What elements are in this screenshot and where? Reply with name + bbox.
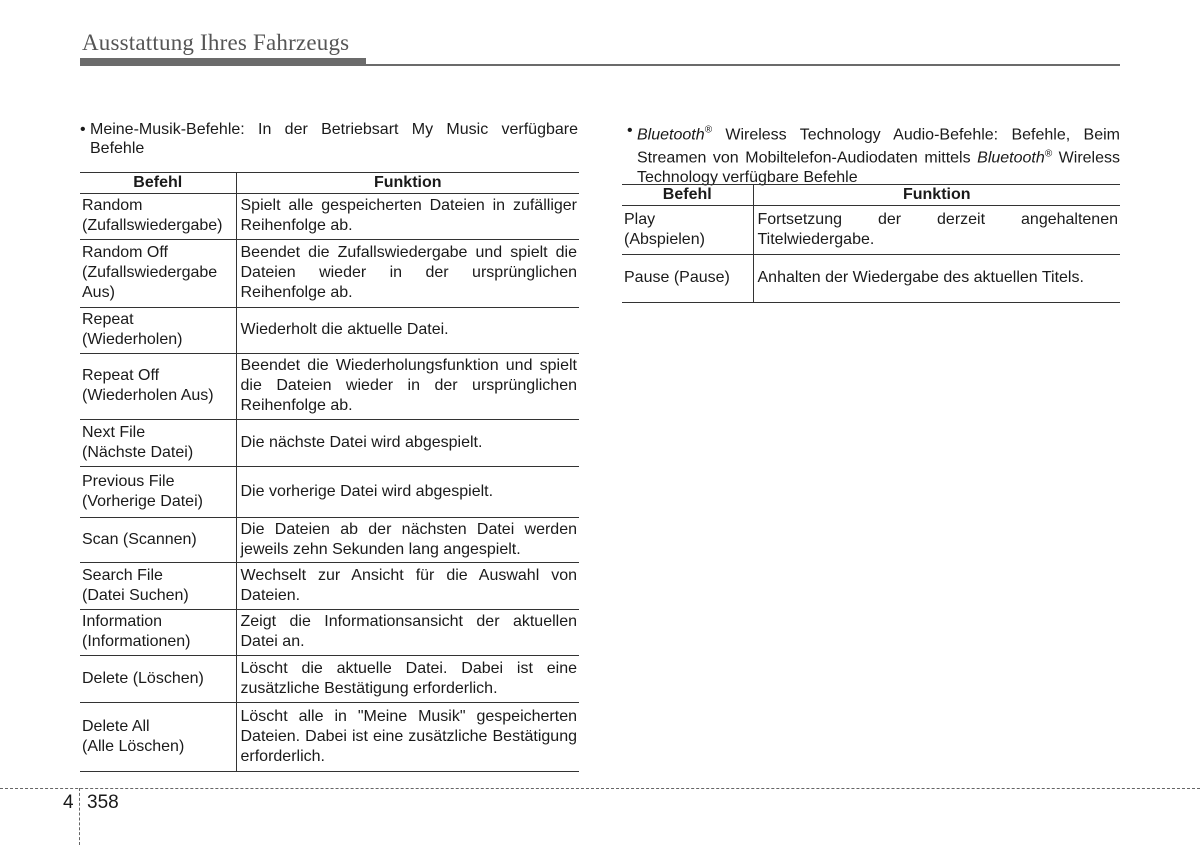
- command-line: Pause (Pause): [624, 269, 730, 286]
- table-header-row: [622, 185, 1120, 206]
- command-cell: [80, 518, 236, 563]
- command-line: (Wiederholen Aus): [82, 387, 214, 404]
- table-row: [80, 656, 579, 703]
- command-line: (Informationen): [82, 633, 191, 650]
- command-line: Delete All: [82, 717, 150, 735]
- left-intro: [80, 120, 578, 158]
- command-cell: [80, 656, 236, 703]
- command-line: Next File: [82, 423, 146, 441]
- function-cell: Zeigt die Informationsansicht der aktuellen Datei an.: [236, 610, 579, 656]
- command-line: Scan (Scannen): [82, 530, 197, 548]
- command-line: (Alle Löschen): [82, 737, 185, 755]
- command-line: (Wiederholen): [82, 331, 183, 348]
- command-cell: [80, 354, 236, 420]
- command-line: Search File: [82, 566, 163, 584]
- function-cell: Wiederholt die aktuelle Datei.: [236, 308, 579, 354]
- right-intro: [627, 121, 1120, 187]
- command-cell: [80, 240, 236, 308]
- table-row: [622, 255, 1120, 303]
- table-row: [80, 354, 579, 420]
- table-row: [80, 610, 579, 656]
- function-cell: Anhalten der Wiedergabe des aktuellen Titels.: [753, 255, 1120, 303]
- command-line: (Zufallswiedergabe: [82, 264, 218, 281]
- table-row: [622, 206, 1120, 255]
- command-cell: [80, 194, 236, 240]
- command-line: Repeat Off: [82, 367, 160, 384]
- page-header-title: Ausstattung Ihres Fahrzeugs: [82, 30, 350, 55]
- table-header-row: [80, 173, 579, 194]
- function-cell: Löscht die aktuelle Datei. Dabei ist eine zusätzliche Bestätigung erforderlich.: [236, 656, 579, 703]
- bluetooth-audio-commands-table: [622, 184, 1120, 303]
- left-intro-text: Meine-Musik-Befehle: In der Betriebsart My Music verfügbare Befehle: [90, 121, 578, 157]
- table-row: [80, 518, 579, 563]
- command-line: Repeat: [82, 311, 134, 328]
- command-cell: [80, 610, 236, 656]
- command-line: Aus): [82, 284, 115, 301]
- function-cell: Fortsetzung der derzeit angehaltenen Titelwiedergabe.: [753, 206, 1120, 255]
- command-cell: [622, 255, 753, 303]
- command-cell: [80, 703, 236, 772]
- table-row: [80, 194, 579, 240]
- intro-text-segment: Wireless Technology verfügbare Befehle: [637, 149, 1121, 186]
- right-intro-text: [627, 121, 1120, 187]
- table-row: [80, 563, 579, 610]
- table-row: [80, 240, 579, 308]
- function-cell: Beendet die Zufallswiedergabe und spielt die Dateien wieder in der ursprünglichen Reihenfolge ab.: [236, 240, 579, 308]
- function-cell: Die Dateien ab der nächsten Datei werden jeweils zehn Sekunden lang angespielt.: [236, 518, 579, 563]
- footer-dashed-rule: [0, 788, 1200, 789]
- footer-dashed-divider: [79, 788, 80, 845]
- brand-bluetooth: Bluetooth: [637, 126, 705, 144]
- function-cell: Löscht alle in "Meine Musik" gespeicherten Dateien. Dabei ist eine zusätzliche Bestätigung erforderlich.: [236, 703, 579, 772]
- column-header-befehl: Befehl: [622, 185, 753, 206]
- command-line: (Vorherige Datei): [82, 492, 203, 510]
- command-line: Delete (Löschen): [82, 669, 204, 687]
- table-row: [80, 308, 579, 354]
- intro-text-segment: Wireless Technology Audio-Befehle: Befehle, Beim Streamen von Mobiltelefon-Audiodaten mittels: [637, 126, 1120, 167]
- table-row: [80, 703, 579, 772]
- command-line: Play: [624, 210, 656, 228]
- function-cell: Beendet die Wiederholungsfunktion und spielt die Dateien wieder in der ursprünglichen Reihenfolge ab.: [236, 354, 579, 420]
- command-cell: [622, 206, 753, 255]
- command-cell: [80, 308, 236, 354]
- registered-mark: ®: [704, 125, 712, 136]
- table-row: [80, 420, 579, 467]
- function-cell: Spielt alle gespeicherten Dateien in zufälliger Reihenfolge ab.: [236, 194, 579, 240]
- column-header-funktion: Funktion: [753, 185, 1120, 206]
- function-cell: Die nächste Datei wird abgespielt.: [236, 420, 579, 467]
- header-rule: [80, 64, 1120, 66]
- function-cell: Wechselt zur Ansicht für die Auswahl von Dateien.: [236, 563, 579, 610]
- bullet: •: [627, 122, 633, 139]
- command-line: (Datei Suchen): [82, 586, 189, 604]
- table-row: [80, 467, 579, 518]
- command-cell: [80, 467, 236, 518]
- command-line: (Zufallswiedergabe): [82, 217, 223, 234]
- column-header-befehl: Befehl: [80, 173, 236, 194]
- command-line: Random Off: [82, 244, 168, 261]
- brand-bluetooth: Bluetooth: [977, 149, 1045, 167]
- my-music-commands-table: [80, 172, 579, 772]
- chapter-number: 4: [63, 792, 74, 813]
- column-header-funktion: Funktion: [236, 173, 579, 194]
- command-line: (Nächste Datei): [82, 443, 194, 461]
- bullet: •: [80, 121, 86, 138]
- command-line: Previous File: [82, 472, 175, 490]
- command-cell: [80, 563, 236, 610]
- command-line: Information: [82, 613, 163, 630]
- registered-mark: ®: [1044, 148, 1053, 160]
- command-line: (Abspielen): [624, 230, 705, 248]
- command-cell: [80, 420, 236, 467]
- function-cell: Die vorherige Datei wird abgespielt.: [236, 467, 579, 518]
- command-line: Random: [82, 197, 143, 214]
- page-number: 358: [87, 792, 119, 813]
